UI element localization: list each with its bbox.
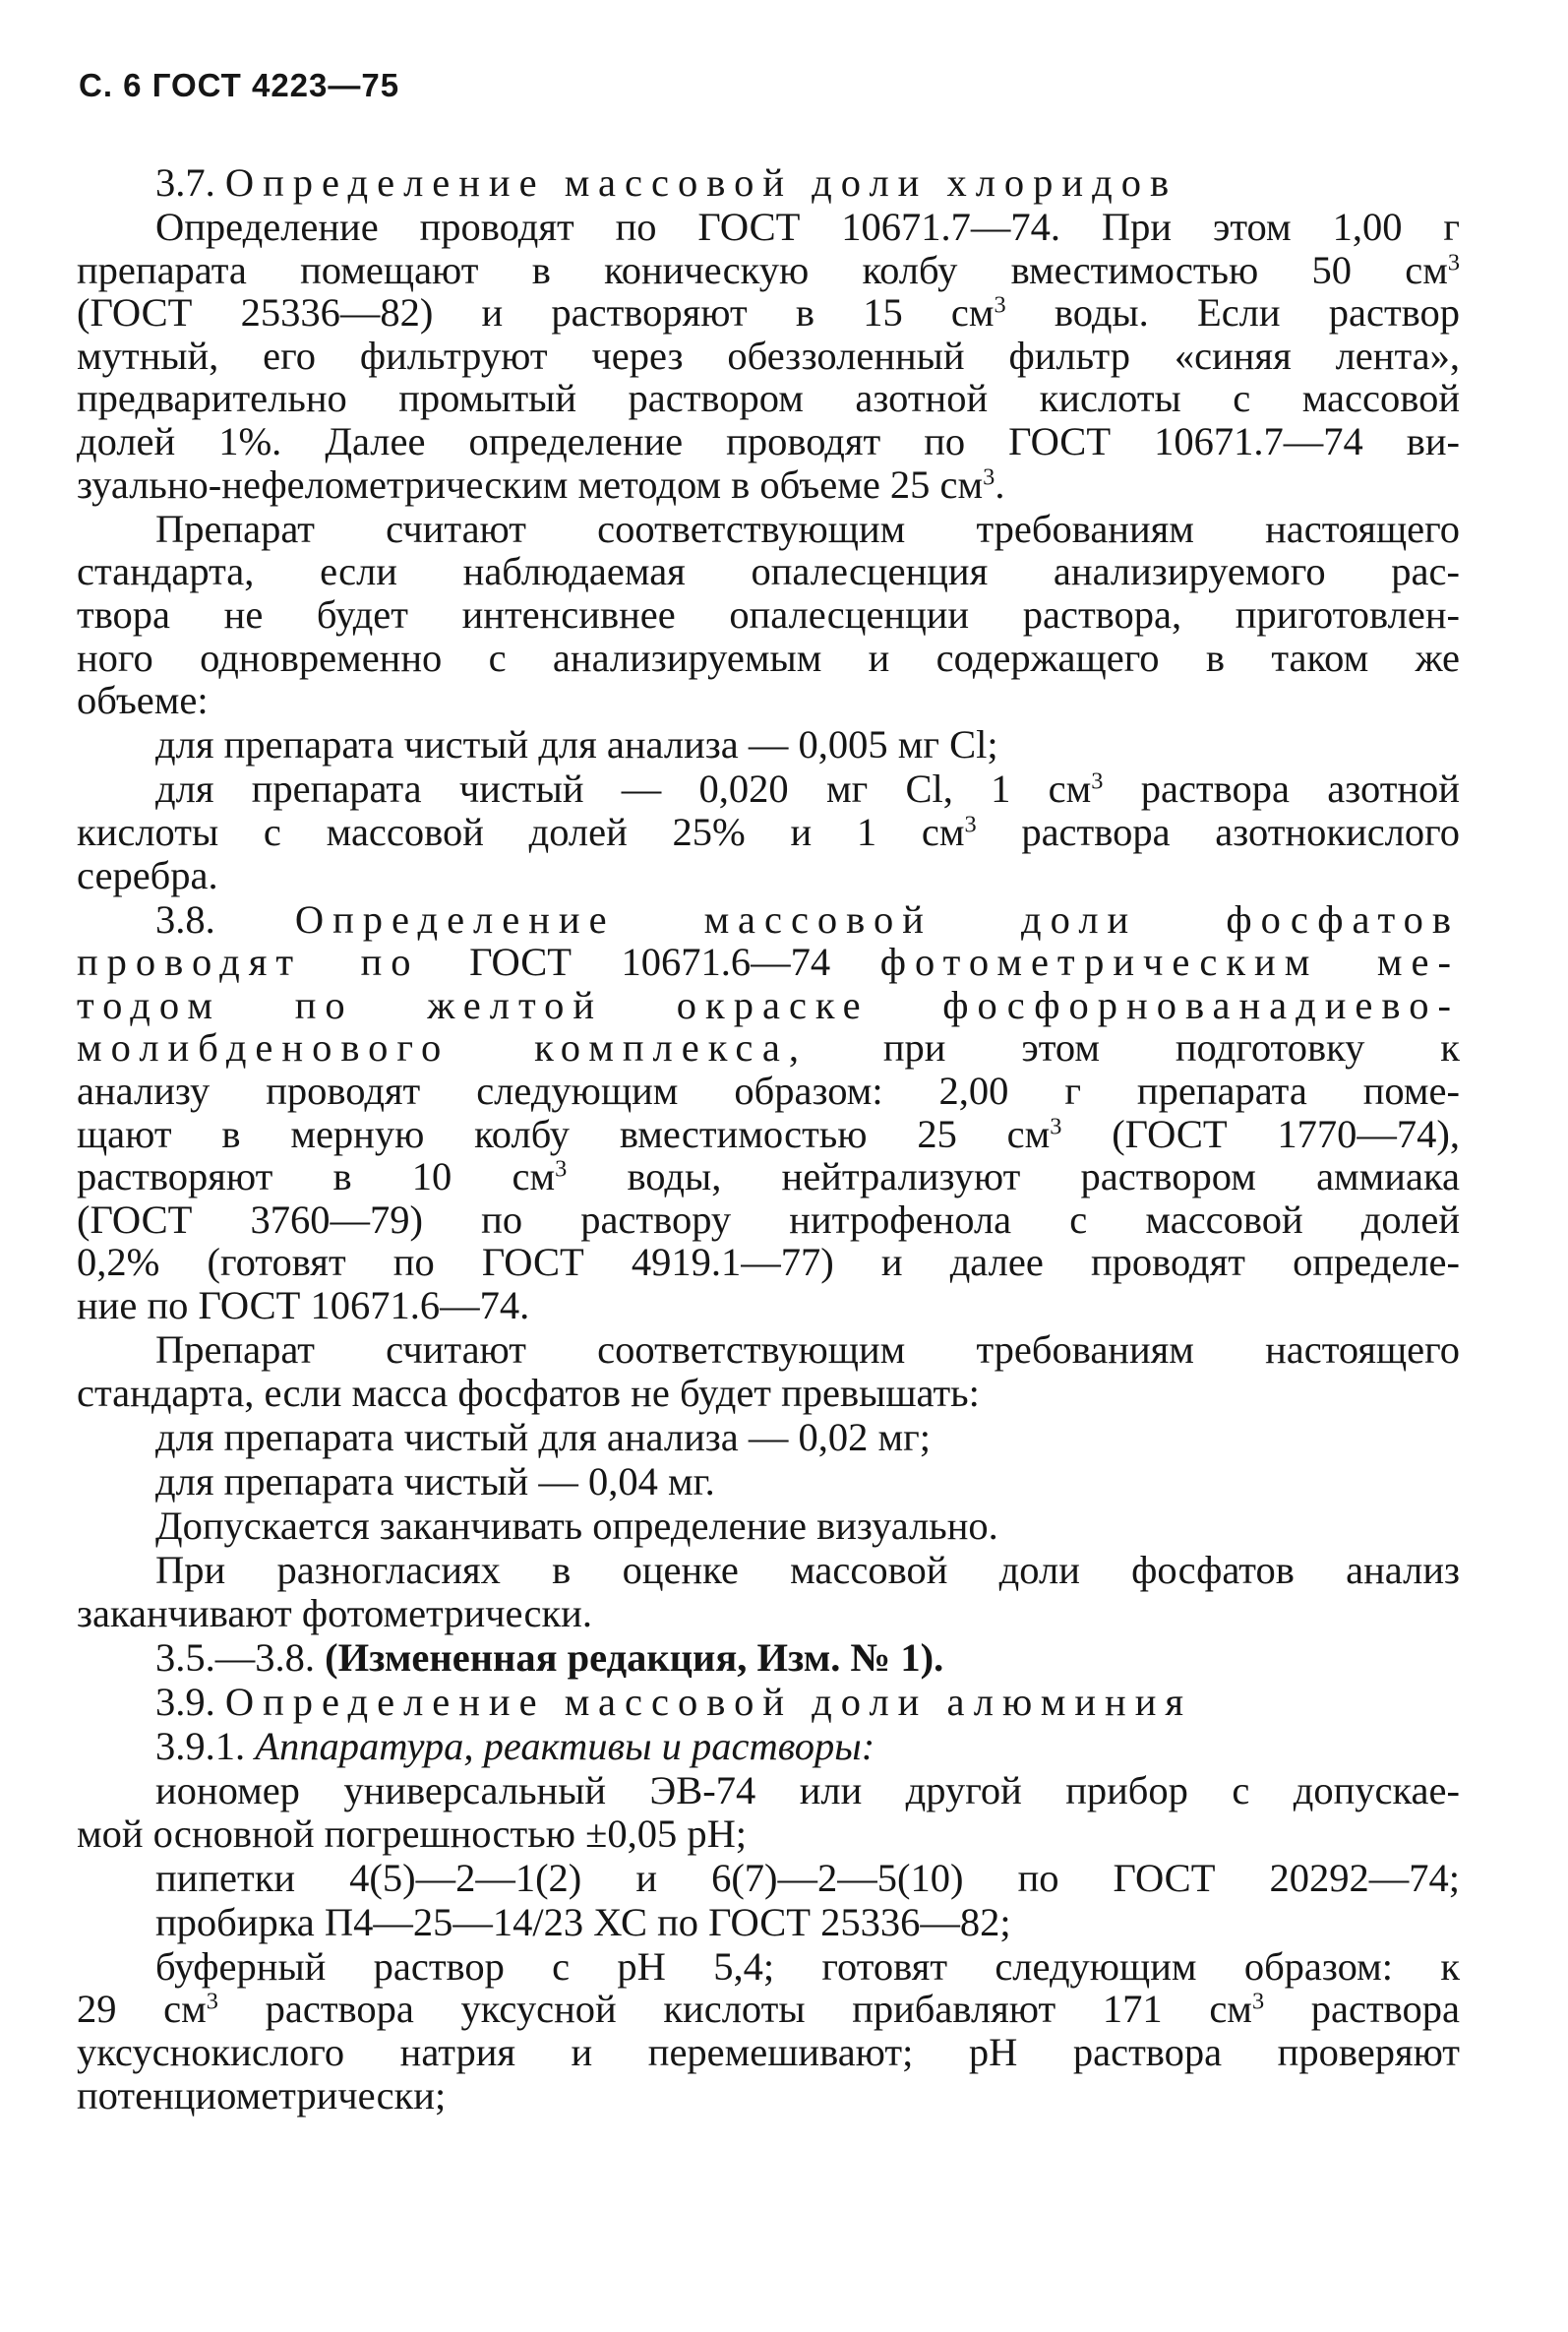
section-number: 3.8. — [155, 896, 215, 942]
note-paragraph: При разногласиях в оценке массовой доли фосфатов анализ заканчивают фотометрически. — [77, 1548, 1460, 1635]
section-3-7-paragraph-1: Определение проводят по ГОСТ 10671.7—74. При этом 1,00 г препарата помещают в коническую колбу вместимостью 50 $см^3$ (ГОСТ 25336—82) и растворяют в 15 $см^3$ воды. Если раствор мутный, его фильтруют через обеззоленный фильтр «синяя лента», предварительно промытый раствором азотной кислоты с массовой долей 1%. Далее определение проводят по ГОСТ 10671.7—74 ви- зуально-нефелометрическим методом в объеме 25 $см^3$. — [77, 205, 1461, 507]
subsection-3-9-1-heading: 3.9.1. Аппаратура, реактивы и растворы: — [155, 1723, 875, 1768]
list-item: иономер универсальный ЭВ-74 или другой прибор с допускае- мой основной погрешностью ±0,05 pH; — [77, 1767, 1460, 1856]
section-number: 3.9. — [155, 1679, 215, 1724]
list-item: пипетки 4(5)—2—1(2) и 6(7)—2—5(10) по ГОСТ 20292—74; — [155, 1855, 1460, 1900]
body-text — [77, 161, 1460, 2118]
list-item: для препарата чистый для анализа — 0,02 мг; — [155, 1414, 931, 1459]
list-item: для препарата чистый — 0,020 мг Cl, 1 $см^3$ раствора азотной кислоты с массовой долей 25% и 1 $см^3$ раствора азотнокислого серебра. — [77, 767, 1460, 897]
section-3-7-paragraph-2: Препарат считают соответствующим требованиям настоящего стандарта, если наблюдаемая опалесценция анализируемого рас- твора не будет интенсивнее опалесценции раствора, приготовлен- ного одновременно с анализируемым и содержащего в таком же объеме: — [77, 506, 1460, 723]
list-item: для препарата чистый для анализа — 0,005 мг Cl; — [155, 722, 998, 767]
section-3-7-heading — [77, 161, 1460, 205]
section-3-8-paragraph-1: 3.8. Определение массовой доли фосфатов проводят по ГОСТ 10671.6—74 фотометрическим ме- тодом по желтой окраске фосфорнованадиево- молибденового комплекса, при этом подготовку к анализу проводят следующим образом: 2,00 г препарата поме- щают в мерную колбу вместимостью 25 $см^3$ (ГОСТ 1770—74), растворяют в 10 $см^3$ воды, нейтрализуют раствором аммиака (ГОСТ 3760—79) по раствору нитрофенола с массовой долей 0,2% (готовят по ГОСТ 4919.1—77) и далее проводят определе- ние по ГОСТ 10671.6—74. — [77, 896, 1461, 1327]
note-paragraph: Допускается заканчивать определение визуально. — [155, 1503, 998, 1548]
section-3-9-heading — [77, 1681, 1460, 1724]
list-item: пробирка П4—25—14/23 ХС по ГОСТ 25336—82; — [155, 1899, 1011, 1944]
section-title: Определение массовой доли алюминия — [224, 1679, 1193, 1724]
list-item: для препарата чистый — 0,04 мг. — [155, 1458, 715, 1504]
running-head: С. 6 ГОСТ 4223—75 — [79, 67, 400, 103]
section-number: 3.7. — [155, 160, 215, 205]
amendment-note: 3.5.—3.8. (Измененная редакция, Изм. № 1). — [155, 1634, 944, 1680]
section-3-8-paragraph-2: Препарат считают соответствующим требованиям настоящего стандарта, если масса фосфатов не будет превышать: — [77, 1327, 1460, 1415]
section-title: Определение массовой доли фосфатов — [294, 896, 1461, 942]
section-title: Определение массовой доли хлоридов — [224, 160, 1178, 205]
list-item: буферный раствор с pH 5,4; готовят следующим образом: к 29 $см^3$ раствора уксусной кислоты прибавляют 171 $см^3$ раствора уксуснокислого натрия и перемешивают; pH раствора проверяют потенциометрически; — [77, 1943, 1460, 2117]
